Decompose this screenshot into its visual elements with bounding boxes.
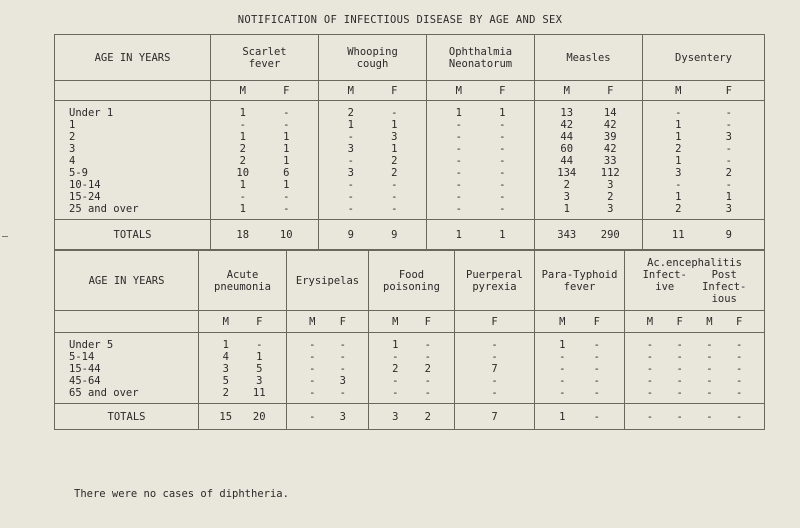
disease-header: Dysentery xyxy=(643,35,765,81)
cell-value: - xyxy=(725,143,732,155)
total-value: - xyxy=(676,410,683,423)
cell-value: 1 xyxy=(391,119,398,131)
cell-value: - xyxy=(256,339,263,351)
cell-value: 3 xyxy=(675,167,682,179)
cell-value: - xyxy=(676,363,683,375)
totals-row xyxy=(55,220,765,250)
age-group: 15-24 xyxy=(69,191,101,203)
sex-label: F xyxy=(391,84,398,97)
table-disease-by-age-1 xyxy=(54,34,765,250)
cell-value: 11 xyxy=(252,387,266,399)
disease-header: Measles xyxy=(535,35,643,81)
cell-value: - xyxy=(455,131,462,143)
cell-value: - xyxy=(239,191,246,203)
cell-value: - xyxy=(559,387,566,399)
table-row xyxy=(55,131,765,143)
cell-value: 14 xyxy=(603,107,617,119)
cell-value: - xyxy=(491,339,498,351)
sex-label: M xyxy=(239,84,246,97)
cell-value: 2 xyxy=(391,155,398,167)
cell-value: 2 xyxy=(391,167,398,179)
total-value: - xyxy=(646,410,654,423)
cell-value: - xyxy=(706,363,713,375)
cell-value: - xyxy=(593,387,600,399)
cell-value: 1 xyxy=(455,107,462,119)
total-value: - xyxy=(735,410,743,423)
cell-value: - xyxy=(424,339,431,351)
cell-value: - xyxy=(559,351,566,363)
table-row xyxy=(55,363,765,375)
cell-value: 10 xyxy=(236,167,250,179)
cell-value: 3 xyxy=(347,167,354,179)
sex-label: M xyxy=(392,315,399,328)
table-row xyxy=(55,179,765,191)
total-value: 18 xyxy=(236,228,250,241)
cell-value: 2 xyxy=(725,167,732,179)
table-disease-by-age-2 xyxy=(54,250,765,430)
cell-value: - xyxy=(593,339,600,351)
cell-value: - xyxy=(283,119,290,131)
cell-value: - xyxy=(339,351,346,363)
cell-value: 1 xyxy=(675,119,682,131)
totals-label: TOTALS xyxy=(107,410,146,423)
cell-value: - xyxy=(675,179,682,191)
cell-value: - xyxy=(491,351,498,363)
age-group: 45-64 xyxy=(69,375,101,387)
cell-value: 1 xyxy=(283,143,290,155)
cell-value: 5 xyxy=(256,363,263,375)
disease-header: Acute pneumonia xyxy=(199,251,287,311)
cell-value: 39 xyxy=(603,131,617,143)
cell-value: - xyxy=(392,351,399,363)
cell-value: - xyxy=(725,119,732,131)
cell-value: - xyxy=(735,339,743,351)
cell-value: - xyxy=(455,143,462,155)
cell-value: - xyxy=(455,167,462,179)
cell-value: 1 xyxy=(725,191,732,203)
cell-value: 1 xyxy=(391,143,398,155)
cell-value: 1 xyxy=(392,339,399,351)
total-value: 1 xyxy=(559,410,566,423)
cell-value: - xyxy=(646,363,654,375)
cell-value: - xyxy=(424,351,431,363)
cell-value: - xyxy=(391,107,398,119)
cell-value: 2 xyxy=(392,363,399,375)
cell-value: 3 xyxy=(563,191,570,203)
cell-value: 2 xyxy=(607,191,614,203)
cell-value: - xyxy=(347,203,354,215)
total-value: 9 xyxy=(391,228,398,241)
margin-mark xyxy=(2,236,8,237)
cell-value: - xyxy=(593,363,600,375)
cell-value: 3 xyxy=(339,375,346,387)
sex-label: M xyxy=(455,84,462,97)
cell-value: 60 xyxy=(560,143,574,155)
sex-label: M xyxy=(222,315,229,328)
sex-label: F xyxy=(725,84,732,97)
cell-value: 1 xyxy=(239,203,246,215)
total-value: 11 xyxy=(671,228,685,241)
cell-value: 2 xyxy=(239,155,246,167)
disease-header: Whooping cough xyxy=(319,35,427,81)
cell-value: 2 xyxy=(239,143,246,155)
disease-header: Para-Typhoid fever xyxy=(535,251,625,311)
cell-value: - xyxy=(593,351,600,363)
disease-header: Erysipelas xyxy=(287,251,369,311)
cell-value: - xyxy=(646,339,654,351)
cell-value: 33 xyxy=(603,155,617,167)
cell-value: 1 xyxy=(283,131,290,143)
total-value: 3 xyxy=(392,410,399,423)
cell-value: - xyxy=(239,119,246,131)
cell-value: 1 xyxy=(256,351,263,363)
table-row xyxy=(55,203,765,220)
cell-value: - xyxy=(347,179,354,191)
cell-value: 1 xyxy=(347,119,354,131)
cell-value: 2 xyxy=(675,203,682,215)
cell-value: - xyxy=(391,203,398,215)
age-group: 15-44 xyxy=(69,363,101,375)
cell-value: - xyxy=(676,339,683,351)
cell-value: - xyxy=(347,155,354,167)
cell-value: 42 xyxy=(603,143,617,155)
cell-value: - xyxy=(706,351,713,363)
cell-value: - xyxy=(339,387,346,399)
cell-value: - xyxy=(706,375,713,387)
cell-value: 1 xyxy=(675,155,682,167)
cell-value: - xyxy=(309,363,316,375)
cell-value: - xyxy=(559,363,566,375)
sex-label: M xyxy=(559,315,566,328)
cell-value: - xyxy=(283,107,290,119)
sex-label: F xyxy=(424,315,431,328)
cell-value: 3 xyxy=(256,375,263,387)
sex-label: F xyxy=(593,315,600,328)
table-row xyxy=(55,155,765,167)
cell-value: - xyxy=(499,143,506,155)
cell-value: 3 xyxy=(347,143,354,155)
cell-value: 2 xyxy=(563,179,570,191)
total-value: 10 xyxy=(279,228,293,241)
cell-value: 1 xyxy=(675,191,682,203)
sub-header: Infect- ive xyxy=(642,268,687,293)
age-header: AGE IN YEARS xyxy=(55,35,211,81)
cell-value: 3 xyxy=(725,203,732,215)
table-row xyxy=(55,375,765,387)
cell-value: - xyxy=(706,339,713,351)
cell-value: 3 xyxy=(607,179,614,191)
totals-label: TOTALS xyxy=(113,228,152,241)
cell-value: - xyxy=(392,375,399,387)
cell-value: - xyxy=(309,387,316,399)
sex-label: M xyxy=(675,84,682,97)
cell-value: - xyxy=(735,363,743,375)
cell-value: 42 xyxy=(560,119,574,131)
cell-value: 44 xyxy=(560,155,574,167)
cell-value: 2 xyxy=(347,107,354,119)
total-value: - xyxy=(593,410,600,423)
disease-header: Ophthalmia Neonatorum xyxy=(427,35,535,81)
cell-value: 5 xyxy=(222,375,229,387)
cell-value: 3 xyxy=(222,363,229,375)
cell-value: 1 xyxy=(675,131,682,143)
sex-label: F xyxy=(283,84,290,97)
cell-value: - xyxy=(676,351,683,363)
cell-value: - xyxy=(499,179,506,191)
cell-value: - xyxy=(499,203,506,215)
cell-value: - xyxy=(491,387,498,399)
cell-value: - xyxy=(339,363,346,375)
cell-value: 44 xyxy=(560,131,574,143)
cell-value: - xyxy=(646,351,654,363)
cell-value: 1 xyxy=(563,203,570,215)
cell-value: - xyxy=(347,131,354,143)
cell-value: - xyxy=(391,191,398,203)
sex-label: M xyxy=(706,315,713,328)
sex-label: F xyxy=(256,315,263,328)
table-row xyxy=(55,167,765,179)
cell-value: 1 xyxy=(239,179,246,191)
sub-header: Post Infect- ious xyxy=(702,268,747,305)
cell-value: - xyxy=(646,387,654,399)
sex-label: M xyxy=(347,84,354,97)
cell-value: - xyxy=(424,375,431,387)
total-value: 15 xyxy=(219,410,233,423)
document-title: NOTIFICATION OF INFECTIOUS DISEASE BY AGE AND SEX xyxy=(237,14,563,26)
age-group: 10-14 xyxy=(69,179,101,191)
total-value: 7 xyxy=(491,410,498,423)
cell-value: 134 xyxy=(557,167,577,179)
cell-value: - xyxy=(735,375,743,387)
total-value: 3 xyxy=(339,410,346,423)
cell-value: 1 xyxy=(499,107,506,119)
table-row xyxy=(55,351,765,363)
cell-value: - xyxy=(735,387,743,399)
total-value: - xyxy=(706,410,713,423)
total-value: 20 xyxy=(252,410,266,423)
cell-value: 4 xyxy=(222,351,229,363)
cell-value: - xyxy=(455,119,462,131)
cell-value: - xyxy=(725,179,732,191)
cell-value: - xyxy=(309,339,316,351)
sex-label: F xyxy=(499,84,506,97)
sex-label: F xyxy=(607,84,614,97)
totals-row xyxy=(55,404,765,430)
age-group: 5-9 xyxy=(69,167,88,179)
cell-value: - xyxy=(455,191,462,203)
age-group: 4 xyxy=(69,155,76,167)
cell-value: 1 xyxy=(239,107,246,119)
cell-value: - xyxy=(725,107,732,119)
cell-value: - xyxy=(593,375,600,387)
table-row xyxy=(55,119,765,131)
cell-value: - xyxy=(499,167,506,179)
cell-value: 6 xyxy=(283,167,290,179)
age-group: Under 5 xyxy=(69,339,114,351)
table-row xyxy=(55,101,765,120)
total-value: 9 xyxy=(347,228,354,241)
sex-label: F xyxy=(491,315,498,328)
cell-value: - xyxy=(499,119,506,131)
cell-value: 1 xyxy=(283,155,290,167)
cell-value: 13 xyxy=(560,107,574,119)
cell-value: - xyxy=(735,351,743,363)
age-group: 65 and over xyxy=(55,387,199,404)
total-value: - xyxy=(309,410,316,423)
cell-value: - xyxy=(455,155,462,167)
age-group: 25 and over xyxy=(55,203,211,220)
cell-value: 1 xyxy=(239,131,246,143)
sex-label: M xyxy=(309,315,316,328)
cell-value: - xyxy=(499,191,506,203)
cell-value: - xyxy=(347,191,354,203)
total-value: 343 xyxy=(557,228,577,241)
sex-label: M xyxy=(563,84,570,97)
total-value: 1 xyxy=(499,228,506,241)
cell-value: - xyxy=(309,375,316,387)
cell-value: - xyxy=(676,387,683,399)
total-value: 9 xyxy=(725,228,732,241)
age-header: AGE IN YEARS xyxy=(55,251,199,311)
cell-value: - xyxy=(559,375,566,387)
sex-label: F xyxy=(735,315,743,328)
age-group: 2 xyxy=(69,131,76,143)
cell-value: - xyxy=(725,155,732,167)
cell-value: - xyxy=(675,107,682,119)
sex-label: F xyxy=(676,315,683,328)
cell-value: 2 xyxy=(675,143,682,155)
cell-value: - xyxy=(309,351,316,363)
cell-value: 2 xyxy=(424,363,431,375)
cell-value: - xyxy=(676,375,683,387)
cell-value: 1 xyxy=(283,179,290,191)
disease-header: Puerperal pyrexia xyxy=(455,251,535,311)
total-value: 290 xyxy=(600,228,620,241)
cell-value: - xyxy=(455,179,462,191)
cell-value: - xyxy=(706,387,713,399)
cell-value: 3 xyxy=(725,131,732,143)
sex-label: F xyxy=(339,315,346,328)
cell-value: - xyxy=(646,375,654,387)
disease-header: Scarlet fever xyxy=(211,35,319,81)
cell-value: - xyxy=(424,387,431,399)
cell-value: - xyxy=(339,339,346,351)
disease-header: Ac.encephalitis xyxy=(647,256,742,269)
total-value: 1 xyxy=(455,228,462,241)
cell-value: 2 xyxy=(222,387,229,399)
age-group: Under 1 xyxy=(69,107,114,119)
cell-value: - xyxy=(283,203,290,215)
table-row xyxy=(55,191,765,203)
cell-value: 1 xyxy=(559,339,566,351)
cell-value: 3 xyxy=(391,131,398,143)
cell-value: 7 xyxy=(491,363,498,375)
cell-value: - xyxy=(392,387,399,399)
cell-value: - xyxy=(499,155,506,167)
cell-value: 112 xyxy=(600,167,620,179)
total-value: 2 xyxy=(424,410,431,423)
cell-value: - xyxy=(455,203,462,215)
cell-value: - xyxy=(499,131,506,143)
disease-header: Food poisoning xyxy=(369,251,455,311)
age-group: 5-14 xyxy=(69,351,95,363)
sex-label: M xyxy=(646,315,654,328)
cell-value: - xyxy=(283,191,290,203)
table-row xyxy=(55,143,765,155)
age-group: 3 xyxy=(69,143,76,155)
table-row xyxy=(55,333,765,352)
cell-value: 42 xyxy=(603,119,617,131)
footnote: There were no cases of diphtheria. xyxy=(74,488,289,500)
cell-value: - xyxy=(391,179,398,191)
age-group: 1 xyxy=(69,119,76,131)
cell-value: - xyxy=(491,375,498,387)
cell-value: 1 xyxy=(222,339,229,351)
cell-value: 3 xyxy=(607,203,614,215)
table-row xyxy=(55,387,765,404)
